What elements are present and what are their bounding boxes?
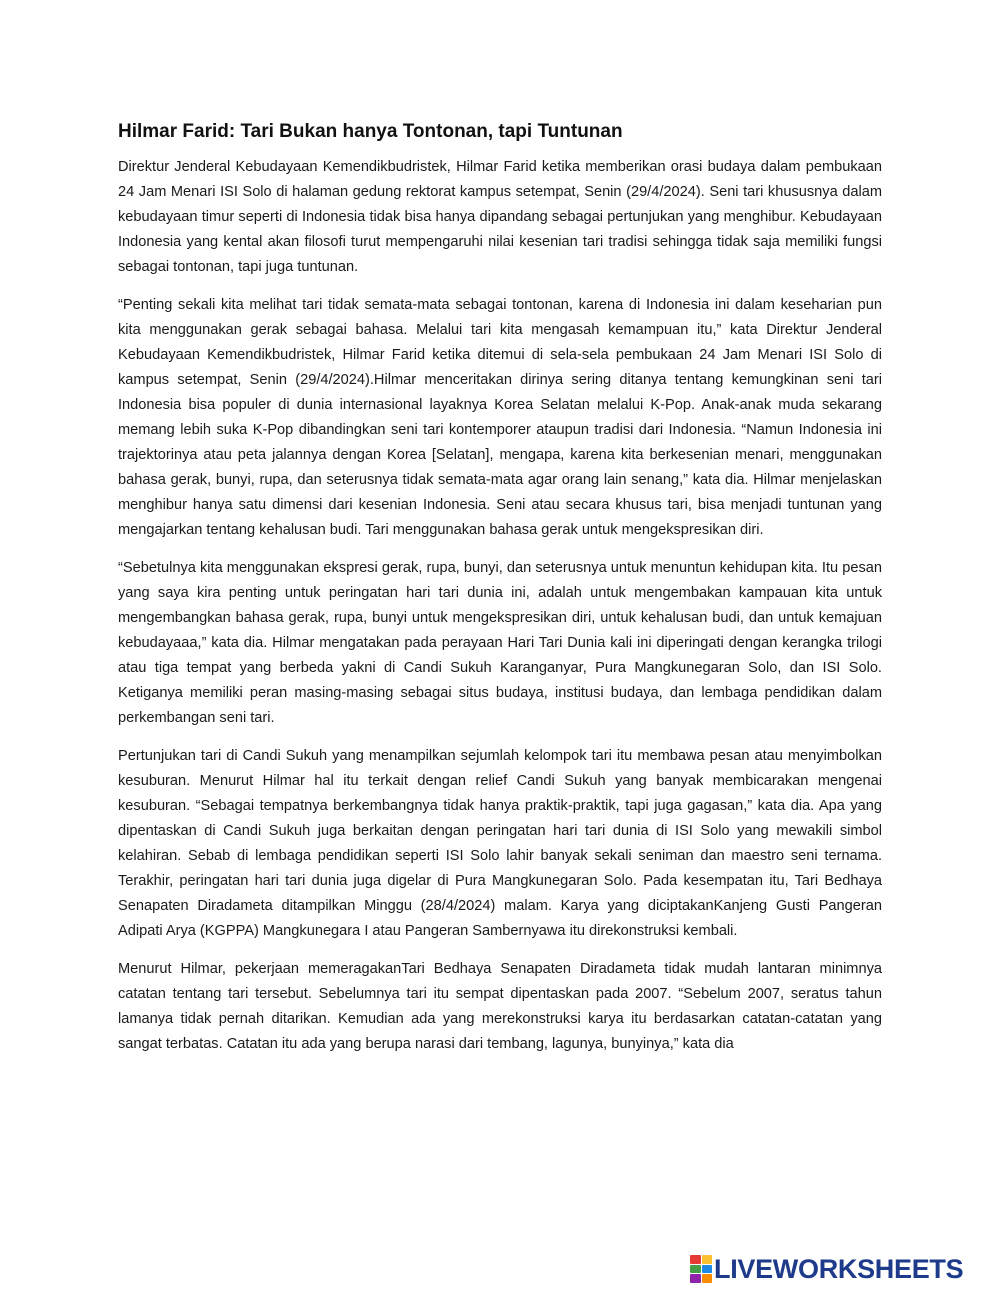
liveworksheets-logo bbox=[690, 1252, 963, 1286]
logo-block bbox=[690, 1255, 701, 1264]
logo-block bbox=[702, 1265, 713, 1274]
article-paragraph-5: Menurut Hilmar, pekerjaan memeragakanTari Bedhaya Senapaten Diradameta tidak mudah lantaran minimnya catatan tentang tari tersebut. Sebelumnya tari itu sempat dipentaskan pada 2007. “Sebelum 2007, seratus tahun lamanya tidak pernah ditarikan. Kemudian ada yang merekonstruksi karya itu berdasarkan catatan-catatan yang sangat terbatas. Catatan itu ada yang berupa narasi dari tembang, lagunya, bunyinya,” kata dia bbox=[118, 961, 882, 1052]
logo-block bbox=[702, 1255, 713, 1264]
liveworksheets-logo-icon bbox=[690, 1255, 712, 1283]
document-page bbox=[118, 118, 882, 1070]
logo-block bbox=[690, 1265, 701, 1274]
article-title: Hilmar Farid: Tari Bukan hanya Tontonan, tapi Tuntunan bbox=[118, 121, 623, 142]
article-paragraph-1: Direktur Jenderal Kebudayaan Kemendikbudristek, Hilmar Farid ketika memberikan orasi budaya dalam pembukaan 24 Jam Menari ISI Solo di halaman gedung rektorat kampus setempat, Senin (29/4/2024). Seni tari khususnya dalam kebudayaan timur seperti di Indonesia tidak bisa hanya dipandang sebagai pertunjukan yang menghibur. Kebudayaan Indonesia yang kental akan filosofi turut mempengaruhi nilai kesenian tari tradisi sehingga tidak saja memiliki fungsi sebagai tontonan, tapi juga tuntunan. bbox=[118, 159, 882, 275]
logo-block bbox=[690, 1274, 701, 1283]
logo-block bbox=[702, 1274, 713, 1283]
article-paragraph-2: “Penting sekali kita melihat tari tidak semata-mata sebagai tontonan, karena di Indonesia ini dalam keseharian pun kita menggunakan gerak sebagai bahasa. Melalui tari kita mengasah kemampuan itu,” kata Direktur Jenderal Kebudayaan Kemendikbudristek, Hilmar Farid ketika ditemui di sela-sela pembukaan 24 Jam Menari ISI Solo di kampus setempat, Senin (29/4/2024).Hilmar menceritakan dirinya sering ditanya tentang kemungkinan seni tari Indonesia bisa populer di dunia internasional layaknya Korea Selatan melalui K-Pop. Anak-anak muda sekarang memang lebih suka K-Pop dibandingkan seni tari kontemporer ataupun tradisi dari Indonesia. “Namun Indonesia ini trajektorinya atau peta jalannya dengan Korea [Selatan], mengapa, karena kita berkesenian menari, menggunakan bahasa gerak, bunyi, rupa, dan seterusnya tidak semata-mata agar orang lain senang,” kata dia. Hilmar menjelaskan menghibur hanya satu dimensi dari kesenian Indonesia. Seni atau secara khusus tari, bisa menjadi tuntunan yang mengajarkan tentang kehalusan budi. Tari menggunakan bahasa gerak untuk mengekspresikan diri. bbox=[118, 297, 882, 538]
article-paragraph-3: “Sebetulnya kita menggunakan ekspresi gerak, rupa, bunyi, dan seterusnya untuk menuntun kehidupan kita. Itu pesan yang saya kira penting untuk peringatan hari tari dunia ini, adalah untuk mengembakan kampauan kita untuk mengembangkan bahasa gerak, rupa, bunyi untuk mengekspresikan diri, untuk kehalusan budi, dan untuk kemajuan kebudayaaa,” kata dia. Hilmar mengatakan pada perayaan Hari Tari Dunia kali ini diperingati dengan kerangka trilogi atau tiga tempat yang berbeda yakni di Candi Sukuh Karanganyar, Pura Mangkunegaran Solo, dan ISI Solo. Ketiganya memiliki peran masing-masing sebagai situs budaya, institusi budaya, dan lembaga pendidikan dalam perkembangan seni tari. bbox=[118, 560, 882, 726]
article-paragraph-4: Pertunjukan tari di Candi Sukuh yang menampilkan sejumlah kelompok tari itu membawa pesan atau menyimbolkan kesuburan. Menurut Hilmar hal itu terkait dengan relief Candi Sukuh yang banyak membicarakan mengenai kesuburan. “Sebagai tempatnya berkembangnya tidak hanya praktik-praktik, tapi juga gagasan,” kata dia. Apa yang dipentaskan di Candi Sukuh juga berkaitan dengan peringatan hari tari dunia di ISI Solo yang mewakili simbol kelahiran. Sebab di lembaga pendidikan seperti ISI Solo lahir banyak sekali seniman dan maestro seni ternama. Terakhir, peringatan hari tari dunia juga digelar di Pura Mangkunegaran Solo. Pada kesempatan itu, Tari Bedhaya Senapaten Diradameta ditampilkan Minggu (28/4/2024) malam. Karya yang diciptakanKanjeng Gusti Pangeran Adipati Arya (KGPPA) Mangkunegara I atau Pangeran Sambernyawa itu direkonstruksi kembali. bbox=[118, 748, 882, 939]
logo-text: LIVEWORKSHEETS bbox=[714, 1254, 964, 1284]
